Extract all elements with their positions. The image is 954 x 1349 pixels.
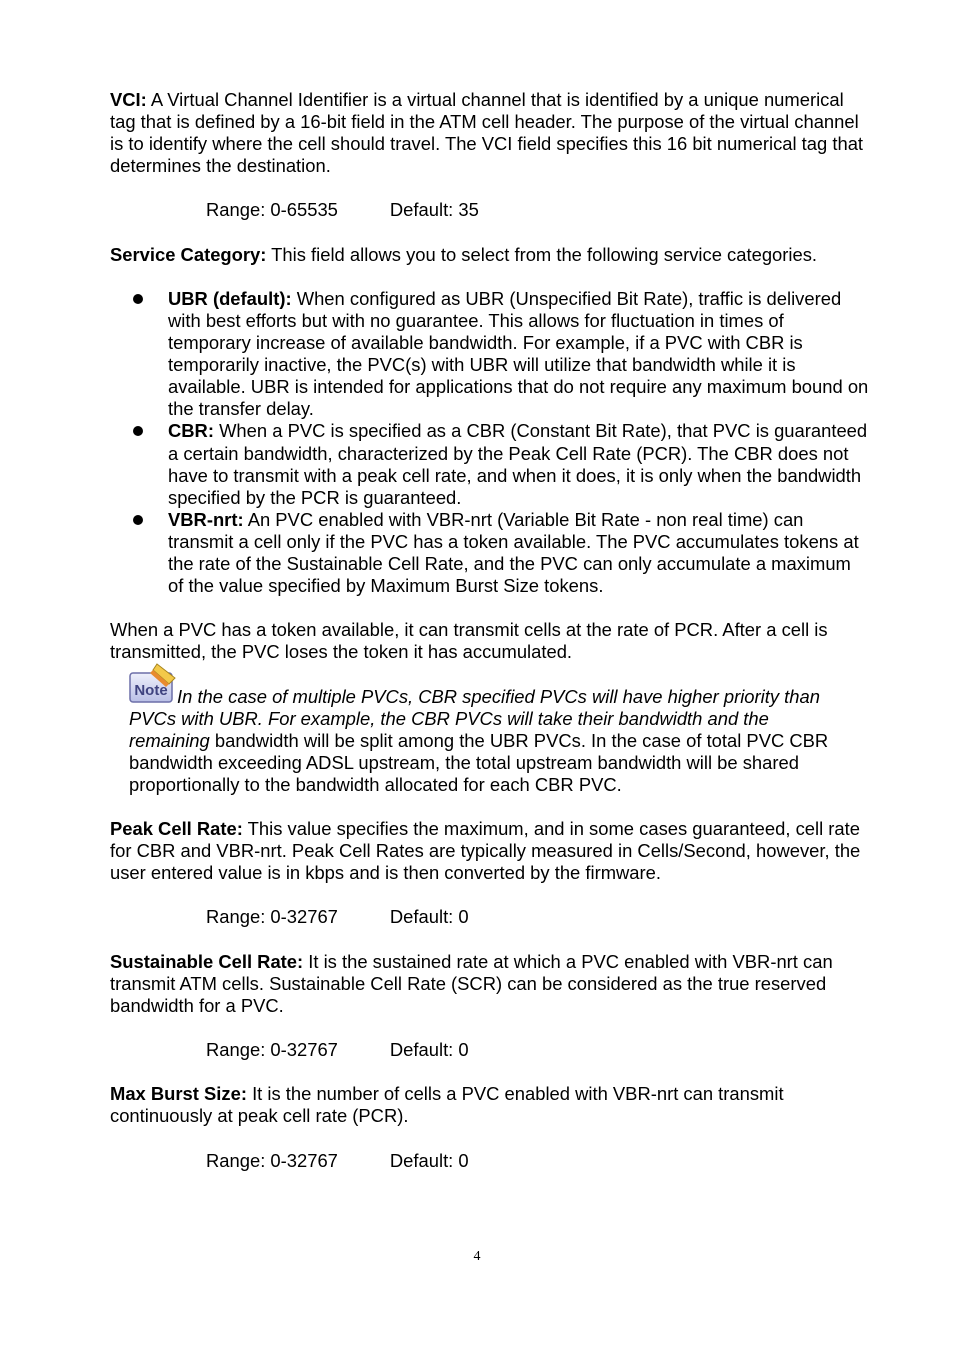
- service-category-description: This field allows you to select from the following service categories.: [266, 243, 818, 265]
- service-category-paragraph: [110, 244, 870, 266]
- note-icon-label: Note: [134, 681, 168, 699]
- cbr-term: CBR:: [168, 420, 214, 442]
- max-burst-size-description: It is the number of cells a PVC enabled with VBR-nrt can transmit continuously at peak cell rate (PCR).: [110, 1083, 784, 1127]
- sustainable-cell-rate-paragraph: [110, 951, 870, 1017]
- list-item-vbr-nrt: [110, 509, 870, 597]
- peak-cell-rate-default: Default: 0: [389, 906, 469, 928]
- bullet-icon: [133, 515, 143, 525]
- vci-description: A Virtual Channel Identifier is a virtual channel that is identified by a unique numerical tag that is defined by a 16-bit field in the ATM cell header. The purpose of the virtual channel is to identify where the cell should travel. The VCI field specifies this 16 bit numerical tag that determines the destination.: [110, 89, 864, 177]
- sustainable-cell-rate-range: Range: 0-32767: [206, 1039, 338, 1061]
- ubr-description: When configured as UBR (Unspecified Bit Rate), traffic is delivered with best efforts but with no guarantee. This allows for fluctuation in times of temporary increase of available bandwidth. For example, if a PVC with CBR is temporarily inactive, the PVC(s) with UBR will utilize that bandwidth while it is available. UBR is intended for applications that do not require any maximum bound on the transfer delay.: [168, 287, 869, 420]
- document-body: [110, 89, 870, 1172]
- list-item-cbr: [110, 420, 870, 508]
- list-item-ubr: [110, 288, 870, 421]
- note-line-2: PVCs with UBR. For example, the CBR PVCs will take their bandwidth and the: [129, 707, 769, 729]
- max-burst-size-default: Default: 0: [389, 1149, 469, 1171]
- note-rest-text: bandwidth will be split among the UBR PVCs. In the case of total PVC CBR bandwidth exceeding ADSL upstream, the total upstream bandwidth will be shared proportionally to the bandwidth allocated for each CBR PVC.: [129, 729, 829, 795]
- token-paragraph: When a PVC has a token available, it can transmit cells at the rate of PCR. After a cell is transmitted, the PVC loses the token it has accumulated.: [110, 619, 828, 663]
- peak-cell-rate-term: Peak Cell Rate:: [110, 818, 243, 840]
- note-rest: [129, 730, 870, 796]
- max-burst-size-range-line: [110, 1150, 870, 1172]
- sustainable-cell-rate-default: Default: 0: [389, 1039, 469, 1061]
- peak-cell-rate-range: Range: 0-32767: [206, 906, 338, 928]
- vci-paragraph: [110, 89, 870, 177]
- cbr-description: When a PVC is specified as a CBR (Constant Bit Rate), that PVC is guaranteed a certain bandwidth, characterized by the Peak Cell Rate (PCR). The CBR does not have to transmit with a peak cell rate, and when it does, it is only when the bandwidth specified by the PCR is guaranteed.: [168, 420, 868, 508]
- page-number: 4: [473, 1249, 481, 1264]
- vci-default: Default: 35: [389, 199, 479, 221]
- note-remaining-word: remaining: [129, 729, 210, 751]
- peak-cell-rate-range-line: [110, 906, 870, 928]
- vci-range: Range: 0-65535: [206, 199, 338, 221]
- bullet-icon: [133, 294, 143, 304]
- note-block: [110, 681, 870, 796]
- sustainable-cell-rate-description: It is the sustained rate at which a PVC enabled with VBR-nrt can transmit ATM cells. Sustainable Cell Rate (SCR) can be considered as the true reserved bandwidth for a PVC.: [110, 950, 833, 1016]
- max-burst-size-term: Max Burst Size:: [110, 1083, 247, 1105]
- bullet-icon: [133, 426, 143, 436]
- vci-term: VCI:: [110, 89, 147, 110]
- note-icon: [129, 662, 177, 706]
- vbr-nrt-term: VBR-nrt:: [168, 508, 244, 530]
- vci-range-line: [110, 199, 870, 221]
- max-burst-size-paragraph: [110, 1083, 870, 1127]
- vbr-nrt-description: An PVC enabled with VBR-nrt (Variable Bit Rate - non real time) can transmit a cell only if the PVC has a token available. The PVC accumulates tokens at the rate of the Sustainable Cell Rate, and the PVC can only accumulate a maximum of the value specified by Maximum Burst Size tokens.: [168, 508, 859, 597]
- sustainable-cell-rate-range-line: [110, 1039, 870, 1061]
- service-category-term: Service Category:: [110, 243, 267, 265]
- max-burst-size-range: Range: 0-32767: [206, 1149, 338, 1171]
- peak-cell-rate-paragraph: [110, 818, 870, 884]
- sustainable-cell-rate-term: Sustainable Cell Rate:: [110, 950, 304, 972]
- note-line-1: In the case of multiple PVCs, CBR specified PVCs will have higher priority than: [177, 685, 820, 707]
- service-category-list: [110, 288, 870, 597]
- ubr-term: UBR (default):: [168, 287, 292, 309]
- peak-cell-rate-description: This value specifies the maximum, and in some cases guaranteed, cell rate for CBR and VBR-nrt. Peak Cell Rates are typically measured in Cells/Second, however, the user entered value is in kbps and is then converted by the firmware.: [110, 818, 861, 884]
